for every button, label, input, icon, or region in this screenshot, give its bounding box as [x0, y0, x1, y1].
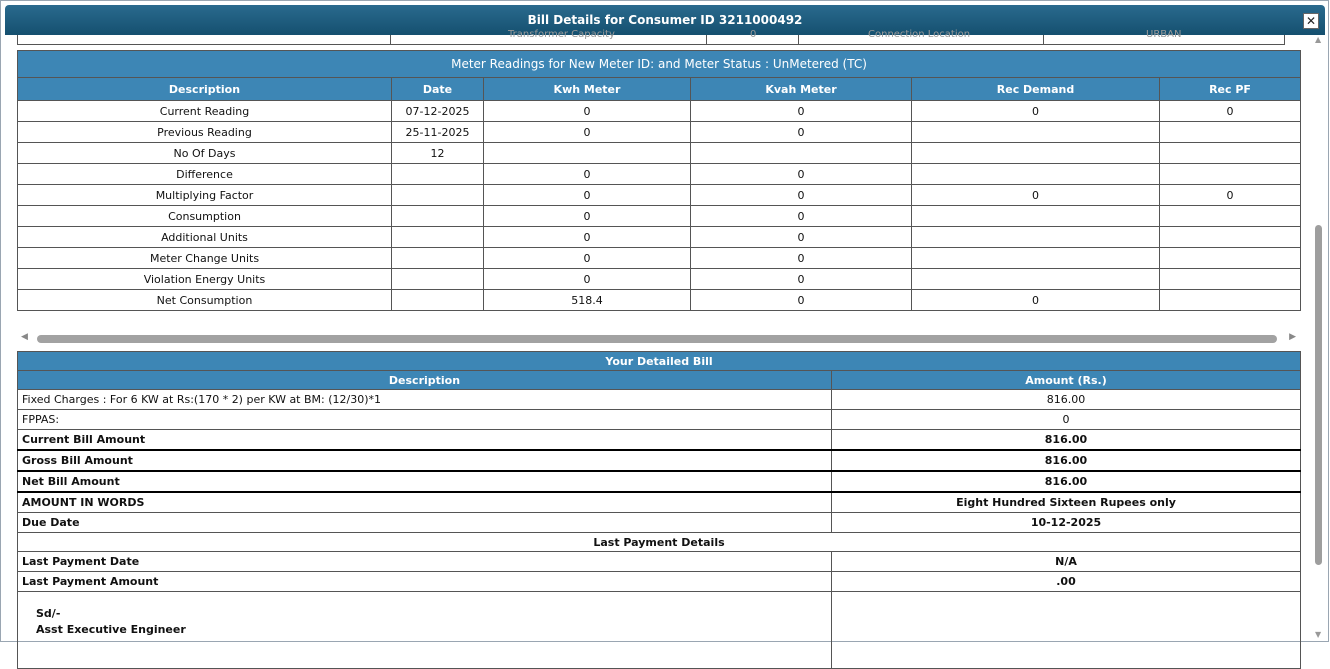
meter-cell [1160, 269, 1301, 290]
meter-cell: 07-12-2025 [392, 101, 484, 122]
meter-cell: Additional Units [18, 227, 392, 248]
detailed-bill-table [17, 351, 1301, 669]
bill-row-last-payment-date [18, 552, 1301, 572]
meter-cell [392, 227, 484, 248]
column-header: Date [392, 78, 484, 101]
meter-cell: 0 [691, 206, 912, 227]
meter-cell: 0 [912, 101, 1160, 122]
bill-row-net [18, 471, 1301, 492]
meter-cell: 0 [1160, 101, 1301, 122]
meter-cell [912, 122, 1160, 143]
meter-cell [1160, 206, 1301, 227]
meter-row [18, 269, 1301, 290]
bill-row-fppas [18, 410, 1301, 430]
column-header: Description [18, 78, 392, 101]
row-label: Net Bill Amount [18, 471, 832, 492]
last-payment-heading: Last Payment Details [18, 533, 1301, 552]
scroll-left-icon[interactable]: ◀ [21, 332, 28, 342]
previous-table-bottom [17, 29, 1285, 45]
column-header-description: Description [18, 371, 832, 390]
meter-cell [392, 290, 484, 311]
meter-cell [1160, 164, 1301, 185]
bill-row-gross [18, 450, 1301, 471]
meter-row [18, 227, 1301, 248]
meter-cell: 518.4 [484, 290, 691, 311]
row-amount: 816.00 [832, 471, 1301, 492]
meter-cell: 0 [691, 185, 912, 206]
meter-cell: 0 [484, 185, 691, 206]
row-amount: 816.00 [832, 430, 1301, 451]
row-amount: N/A [832, 552, 1301, 572]
vertical-scrollbar[interactable] [1310, 35, 1328, 641]
dialog-content [1, 29, 1311, 643]
meter-cell: 0 [691, 269, 912, 290]
row-label: Last Payment Amount [18, 572, 832, 592]
meter-cell [912, 206, 1160, 227]
bill-row-last-payment-amount [18, 572, 1301, 592]
meter-cell: 0 [484, 122, 691, 143]
meter-cell: 0 [691, 122, 912, 143]
row-label: FPPAS: [18, 410, 832, 430]
meter-cell [691, 143, 912, 164]
meter-cell: 0 [691, 164, 912, 185]
meter-cell [392, 206, 484, 227]
signature-sd: Sd/- [36, 607, 61, 620]
column-header: Rec Demand [912, 78, 1160, 101]
dialog-title: Bill Details for Consumer ID 3211000492 [527, 13, 803, 27]
meter-cell: 0 [691, 248, 912, 269]
meter-cell: 0 [484, 206, 691, 227]
scrollbar-thumb[interactable] [1315, 225, 1322, 565]
meter-cell: 0 [484, 101, 691, 122]
row-label: Fixed Charges : For 6 KW at Rs:(170 * 2) per KW at BM: (12/30)*1 [18, 390, 832, 410]
last-payment-heading-row [18, 533, 1301, 552]
scroll-up-icon[interactable]: ▲ [1315, 35, 1322, 44]
dialog-titlebar [5, 5, 1325, 35]
meter-cell: 12 [392, 143, 484, 164]
row-amount: 10-12-2025 [832, 513, 1301, 533]
row-label: AMOUNT IN WORDS [18, 492, 832, 513]
bill-row-fixed-charges [18, 390, 1301, 410]
meter-cell [912, 227, 1160, 248]
scroll-right-icon[interactable]: ▶ [1289, 332, 1296, 342]
meter-cell: Difference [18, 164, 392, 185]
scroll-down-icon[interactable]: ▼ [1315, 630, 1322, 639]
bill-row-due-date [18, 513, 1301, 533]
signature-row [18, 592, 1301, 669]
meter-caption: Meter Readings for New Meter ID: and Meter Status : UnMetered (TC) [18, 51, 1301, 78]
close-icon[interactable]: ✕ [1303, 13, 1319, 29]
row-amount: 816.00 [832, 390, 1301, 410]
meter-cell [392, 164, 484, 185]
meter-cell [1160, 290, 1301, 311]
column-header: Kvah Meter [691, 78, 912, 101]
meter-cell: 0 [484, 269, 691, 290]
meter-readings-table [17, 50, 1301, 311]
meter-cell: No Of Days [18, 143, 392, 164]
meter-cell: 0 [484, 164, 691, 185]
meter-row [18, 248, 1301, 269]
meter-row [18, 143, 1301, 164]
horizontal-scrollbar[interactable] [17, 332, 1300, 346]
meter-cell: Violation Energy Units [18, 269, 392, 290]
meter-rows [18, 101, 1301, 311]
meter-row [18, 122, 1301, 143]
meter-cell: Net Consumption [18, 290, 392, 311]
row-amount: Eight Hundred Sixteen Rupees only [832, 492, 1301, 513]
column-header-amount: Amount (Rs.) [832, 371, 1301, 390]
bill-row-amount-in-words [18, 492, 1301, 513]
meter-cell: 0 [912, 185, 1160, 206]
bill-caption: Your Detailed Bill [18, 352, 1301, 371]
row-amount: 0 [832, 410, 1301, 430]
meter-cell [912, 269, 1160, 290]
cut-off-value: 0 [750, 29, 757, 40]
meter-cell [912, 143, 1160, 164]
row-amount: .00 [832, 572, 1301, 592]
meter-cell [392, 248, 484, 269]
row-label: Due Date [18, 513, 832, 533]
meter-cell: Consumption [18, 206, 392, 227]
meter-cell [484, 143, 691, 164]
meter-cell [912, 248, 1160, 269]
meter-cell: 0 [484, 248, 691, 269]
meter-cell: 25-11-2025 [392, 122, 484, 143]
meter-row [18, 164, 1301, 185]
signature-empty-cell [832, 592, 1301, 669]
meter-cell: Previous Reading [18, 122, 392, 143]
meter-cell: 0 [1160, 185, 1301, 206]
meter-cell: 0 [691, 227, 912, 248]
meter-cell: 0 [691, 290, 912, 311]
meter-cell [912, 164, 1160, 185]
row-amount: 816.00 [832, 450, 1301, 471]
cut-off-value: URBAN [1146, 29, 1182, 40]
row-label: Last Payment Date [18, 552, 832, 572]
meter-cell [392, 269, 484, 290]
signature-title: Asst Executive Engineer [36, 623, 186, 636]
meter-cell: Current Reading [18, 101, 392, 122]
cut-off-label: Connection Location [868, 29, 971, 40]
meter-cell [1160, 248, 1301, 269]
column-header: Kwh Meter [484, 78, 691, 101]
meter-row [18, 206, 1301, 227]
meter-cell [392, 185, 484, 206]
column-header: Rec PF [1160, 78, 1301, 101]
row-label: Current Bill Amount [18, 430, 832, 451]
meter-cell: 0 [691, 101, 912, 122]
meter-cell: Multiplying Factor [18, 185, 392, 206]
meter-row [18, 290, 1301, 311]
meter-row [18, 185, 1301, 206]
meter-cell: 0 [912, 290, 1160, 311]
scrollbar-thumb[interactable] [37, 335, 1277, 343]
bill-row-current [18, 430, 1301, 451]
meter-cell: Meter Change Units [18, 248, 392, 269]
cut-off-label: Transformer Capacity [508, 29, 615, 40]
meter-cell [1160, 143, 1301, 164]
signature-block [18, 592, 832, 669]
meter-cell: 0 [484, 227, 691, 248]
meter-cell [1160, 227, 1301, 248]
row-label: Gross Bill Amount [18, 450, 832, 471]
meter-cell [1160, 122, 1301, 143]
meter-row [18, 101, 1301, 122]
